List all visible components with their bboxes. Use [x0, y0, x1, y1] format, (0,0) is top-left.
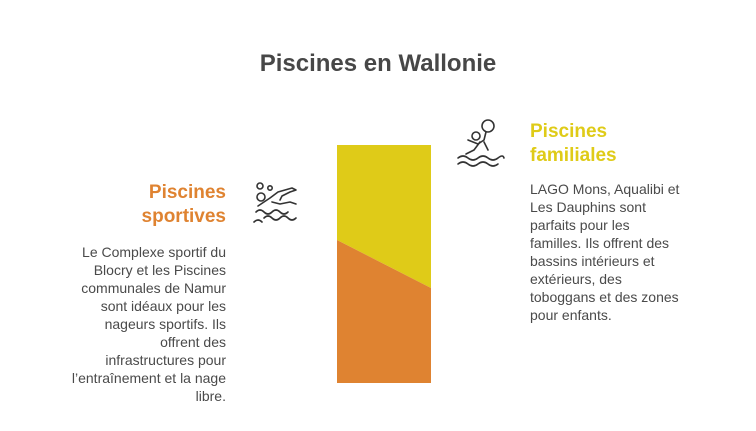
familiales-description-line: Les Dauphins sont: [530, 199, 646, 215]
familiales-description-line: extérieurs, des: [530, 271, 622, 287]
familiales-description-line: LAGO Mons, Aqualibi et: [530, 181, 680, 197]
sportives-description-line: Blocry et les Piscines: [93, 262, 226, 278]
familiales-heading-line: familiales: [530, 145, 617, 166]
sportives-heading: [26, 181, 226, 229]
familiales-description-line: bassins intérieurs et: [530, 253, 655, 269]
sportives-description-line: libre.: [195, 388, 226, 404]
familiales-heading-line: Piscines: [530, 121, 608, 142]
water-polo-icon: [454, 118, 508, 170]
sportives-heading-line: sportives: [141, 206, 226, 227]
sportives-description-line: offrent des: [160, 334, 226, 350]
familiales-description: [530, 180, 705, 324]
split-bar: [337, 145, 431, 383]
familiales-heading: [530, 120, 730, 168]
familiales-description-line: familles. Ils offrent des: [530, 235, 670, 251]
sportives-description-line: sont idéaux pour les: [100, 298, 226, 314]
sportives-description: [46, 243, 226, 405]
familiales-description-line: toboggans et des zones: [530, 289, 679, 305]
sportives-heading-line: Piscines: [148, 182, 226, 203]
diagram-title: Piscines en Wallonie: [259, 50, 497, 77]
sportives-description-line: communales de Namur: [81, 280, 226, 296]
sportives-description-line: l’entraînement et la nage: [71, 370, 226, 386]
familiales-description-line: parfaits pour les: [530, 217, 630, 233]
sportives-description-line: nageurs sportifs. Ils: [104, 316, 226, 332]
sportives-description-line: Le Complexe sportif du: [82, 244, 226, 260]
familiales-description-line: pour enfants.: [530, 307, 612, 323]
swimmer-icon: [250, 180, 302, 228]
sportives-description-line: infrastructures pour: [105, 352, 226, 368]
